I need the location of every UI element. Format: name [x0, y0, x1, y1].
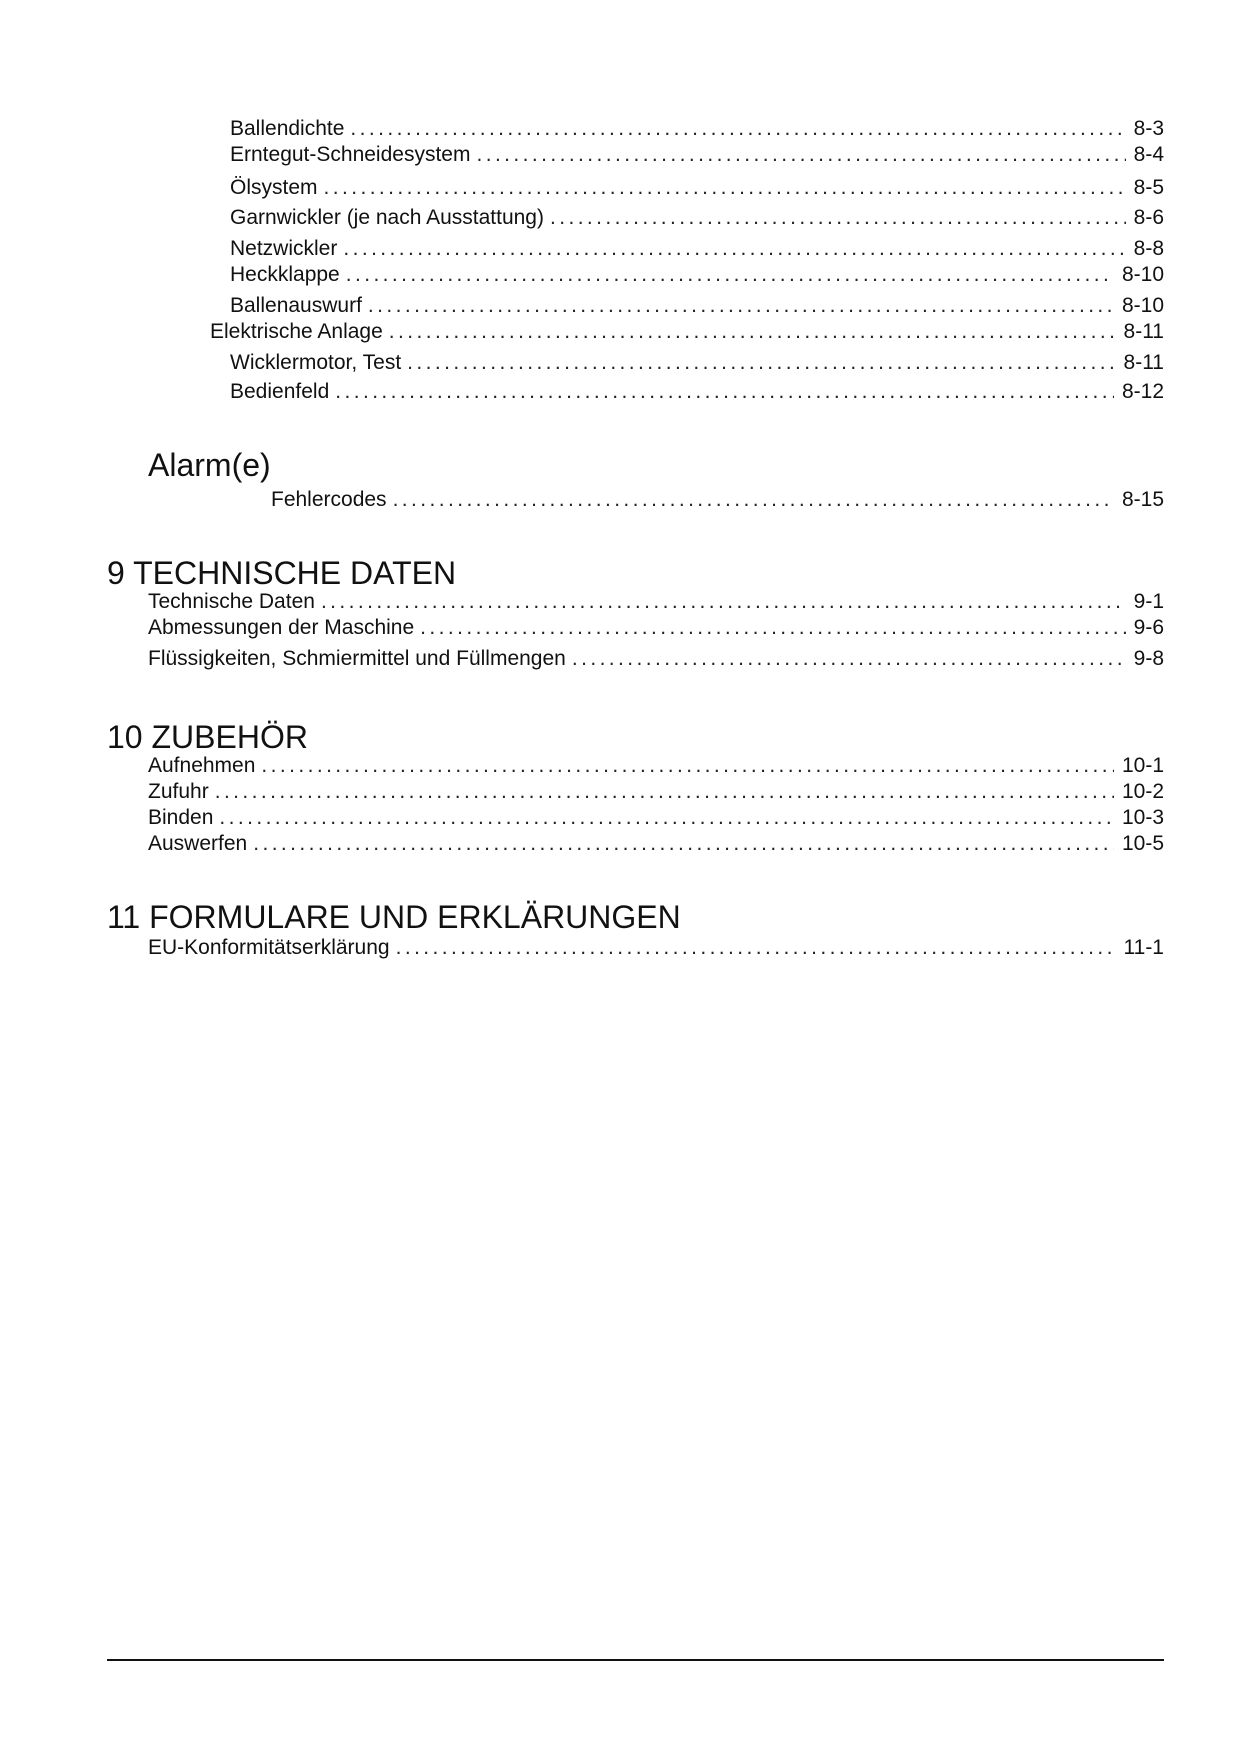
toc-entry-page: 8-15: [1121, 488, 1164, 511]
footer-divider: [107, 1659, 1164, 1661]
toc-entry[interactable]: [230, 379, 1164, 405]
toc-leader-dots: [550, 205, 1126, 231]
toc-entry-page: 8-3: [1133, 117, 1164, 140]
toc-entry-label: Elektrische Anlage: [210, 320, 383, 343]
toc-entry-label: EU-Konformitätserklärung: [148, 936, 390, 959]
toc-leader-dots: [420, 615, 1125, 641]
toc-leader-dots: [215, 779, 1114, 805]
toc-entry[interactable]: [148, 805, 1164, 831]
toc-entry-label: Abmessungen der Maschine: [148, 616, 415, 639]
toc-leader-dots: [396, 935, 1116, 961]
toc-entry[interactable]: [210, 319, 1164, 345]
toc-entry[interactable]: [148, 831, 1164, 857]
toc-entry-page: 9-6: [1133, 616, 1164, 639]
toc-entry-page: 8-12: [1121, 380, 1164, 403]
toc-leader-dots: [350, 116, 1125, 142]
toc-leader-dots: [476, 142, 1125, 168]
toc-entry[interactable]: [271, 487, 1164, 513]
toc-entry[interactable]: [230, 236, 1164, 262]
section-heading-alarm: Alarm(e): [148, 447, 271, 483]
toc-entry-page: 8-8: [1133, 237, 1164, 260]
toc-entry-page: 8-10: [1121, 294, 1164, 317]
toc-entry-page: 8-5: [1133, 176, 1164, 199]
toc-leader-dots: [219, 805, 1114, 831]
chapter-heading-10: 10 ZUBEHÖR: [107, 719, 308, 755]
toc-entry-page: 9-1: [1133, 590, 1164, 613]
toc-entry[interactable]: [230, 116, 1164, 142]
toc-leader-dots: [335, 379, 1114, 405]
toc-entry-label: Ballendichte: [230, 117, 345, 140]
toc-entry-label: Heckklappe: [230, 263, 340, 286]
toc-leader-dots: [253, 831, 1114, 857]
toc-leader-dots: [389, 319, 1116, 345]
toc-entry-label: Erntegut-Schneidesystem: [230, 143, 471, 166]
toc-entry-label: Auswerfen: [148, 832, 248, 855]
toc-entry-label: Flüssigkeiten, Schmiermittel und Füllmengen: [148, 647, 566, 670]
toc-leader-dots: [407, 350, 1115, 376]
toc-entry[interactable]: [230, 142, 1164, 168]
toc-entry[interactable]: [148, 589, 1164, 615]
toc-entry-page: 10-1: [1121, 754, 1164, 777]
toc-entry-page: 9-8: [1133, 647, 1164, 670]
toc-entry-label: Netzwickler: [230, 237, 338, 260]
toc-entry[interactable]: [230, 293, 1164, 319]
toc-entry-page: 8-6: [1133, 206, 1164, 229]
toc-entry[interactable]: [148, 615, 1164, 641]
toc-leader-dots: [324, 175, 1126, 201]
toc-entry-label: Binden: [148, 806, 214, 829]
toc-entry-page: 11-1: [1123, 936, 1164, 959]
toc-entry-page: 8-11: [1123, 320, 1164, 343]
toc-entry-page: 8-4: [1133, 143, 1164, 166]
toc-entry-label: Ballenauswurf: [230, 294, 362, 317]
toc-entry[interactable]: [148, 935, 1164, 961]
toc-entry-page: 8-11: [1123, 351, 1164, 374]
toc-leader-dots: [321, 589, 1126, 615]
toc-entry-label: Fehlercodes: [271, 488, 387, 511]
toc-leader-dots: [393, 487, 1114, 513]
toc-entry[interactable]: [230, 175, 1164, 201]
toc-entry-label: Zufuhr: [148, 780, 209, 803]
chapter-heading-9: 9 TECHNISCHE DATEN: [107, 555, 457, 591]
toc-entry-label: Garnwickler (je nach Ausstattung): [230, 206, 544, 229]
chapter-heading-11: 11 FORMULARE UND ERKLÄRUNGEN: [107, 899, 681, 935]
toc-entry-label: Wicklermotor, Test: [230, 351, 402, 374]
toc-entry[interactable]: [230, 262, 1164, 288]
toc-entry-page: 8-10: [1121, 263, 1164, 286]
toc-entry-label: Bedienfeld: [230, 380, 330, 403]
toc-leader-dots: [346, 262, 1114, 288]
toc-leader-dots: [368, 293, 1114, 319]
toc-leader-dots: [572, 646, 1126, 672]
toc-entry-page: 10-2: [1121, 780, 1164, 803]
toc-leader-dots: [261, 753, 1114, 779]
toc-entry-label: Aufnehmen: [148, 754, 256, 777]
toc-entry-page: 10-5: [1121, 832, 1164, 855]
toc-entry-label: Technische Daten: [148, 590, 315, 613]
toc-entry[interactable]: [230, 205, 1164, 231]
toc-entry-page: 10-3: [1121, 806, 1164, 829]
toc-entry[interactable]: [148, 753, 1164, 779]
toc-entry[interactable]: [230, 350, 1164, 376]
toc-entry-label: Ölsystem: [230, 176, 318, 199]
toc-entry[interactable]: [148, 779, 1164, 805]
toc-leader-dots: [343, 236, 1125, 262]
toc-entry[interactable]: [148, 646, 1164, 672]
